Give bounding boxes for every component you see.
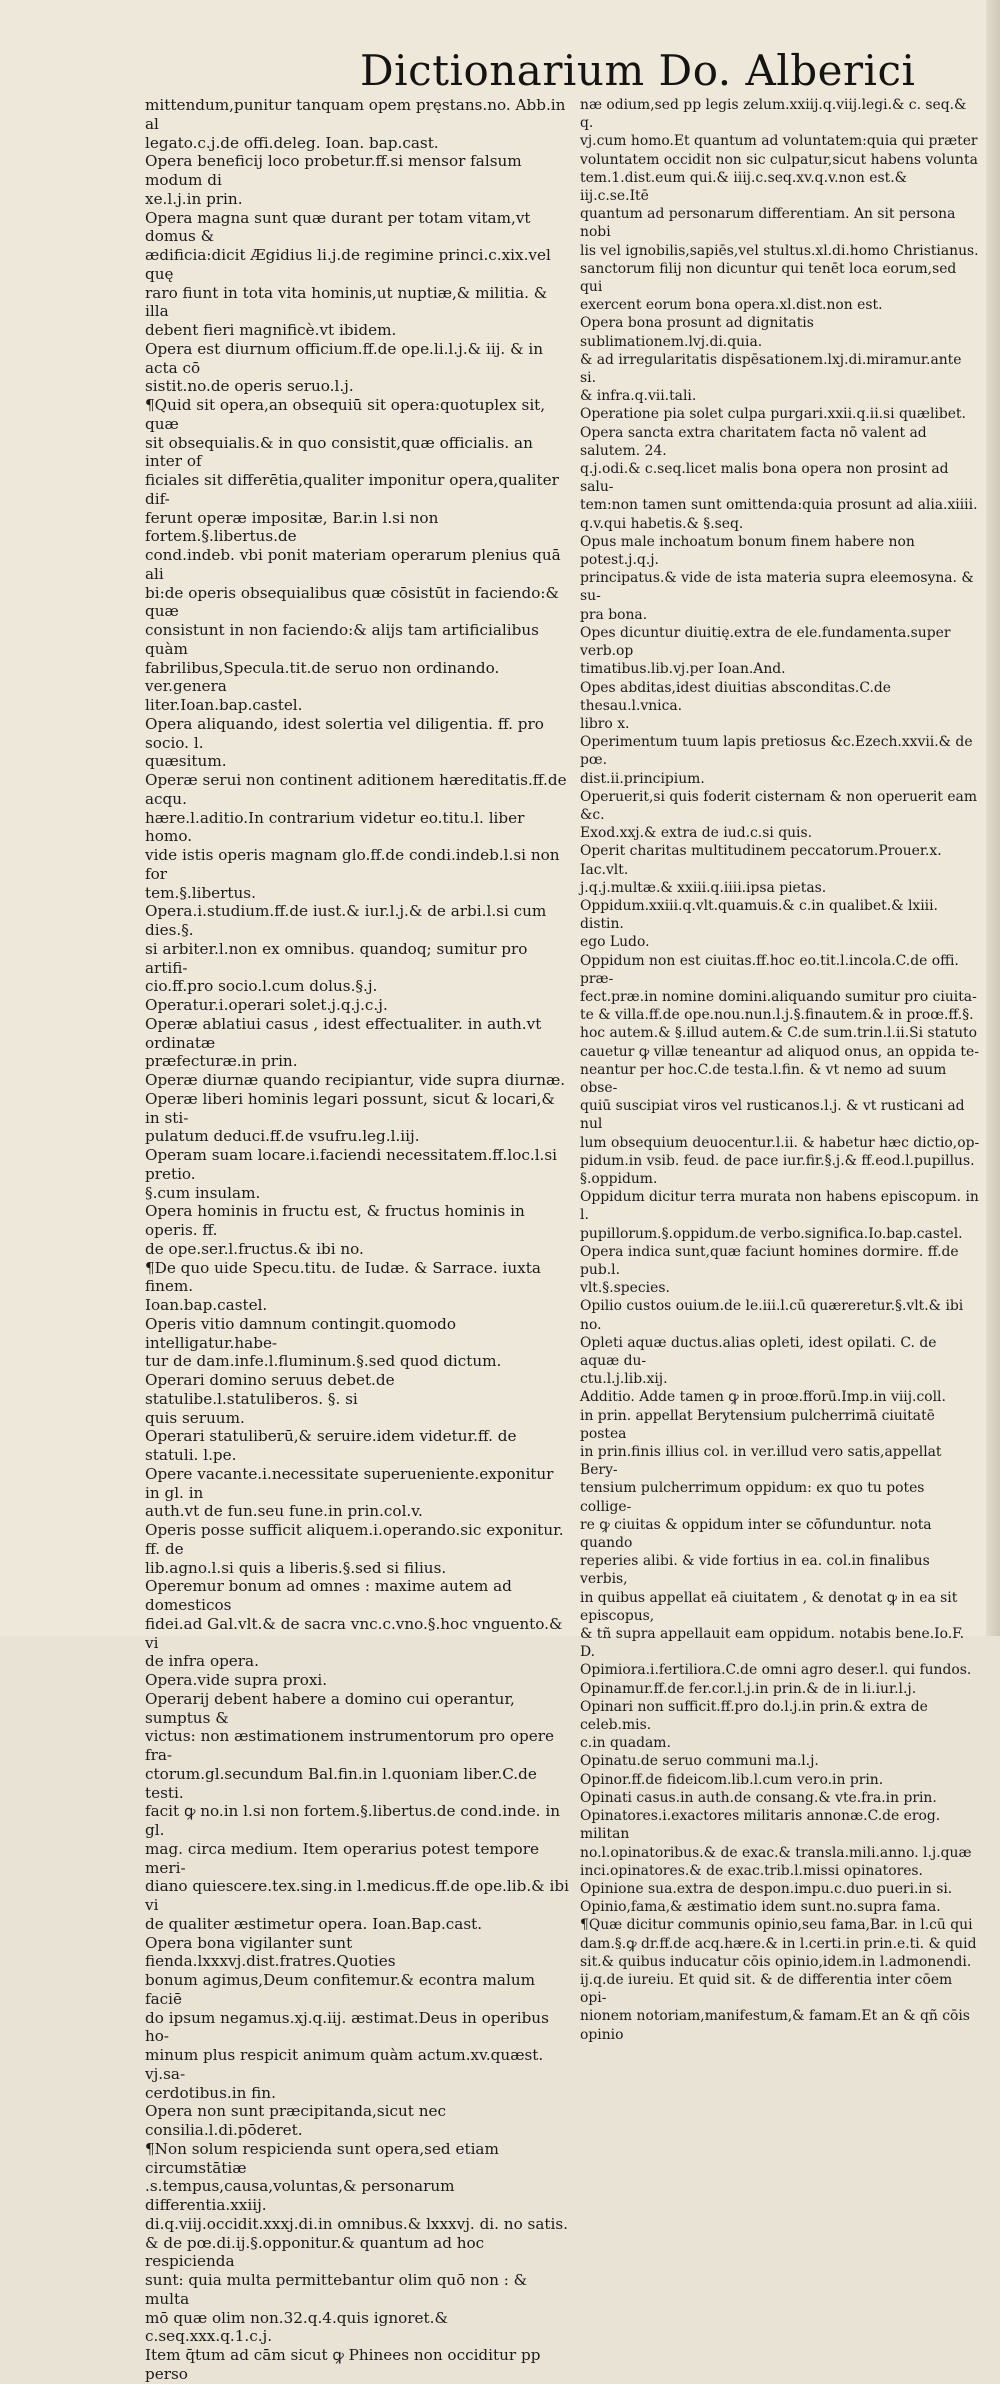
text-line: vide istis operis magnam glo.ff.de condi.indeb.l.si non for bbox=[145, 846, 560, 883]
text-line: cerdotibus.in fin. bbox=[145, 2083, 276, 2102]
text-line: Opimiora.i.fertiliora.C.de omni agro deser.l. qui fundos. bbox=[580, 1662, 972, 1679]
text-line: opinio bbox=[580, 2026, 624, 2043]
text-line: ¶Quæ dicitur communis opinio,seu fama,Bar. in l.cū qui bbox=[580, 1917, 973, 1934]
text-line: di.q.viij.occidit.xxxj.di.in omnibus.& lxxxvj. di. no satis. bbox=[145, 2214, 568, 2233]
text-line: mag. circa medium. Item operarius potest tempore meri- bbox=[145, 1839, 539, 1877]
text-line: §.cum insulam. bbox=[145, 1183, 261, 1202]
text-line: quæsitum. bbox=[145, 752, 227, 771]
text-line: præfecturæ.in prin. bbox=[145, 1052, 298, 1071]
text-line: Opera sancta extra charitatem facta nō valent ad salutem. 24. bbox=[580, 424, 927, 459]
text-line: Operis posse sufficit aliquem.i.operando.sic exponitur. ff. de bbox=[145, 1521, 564, 1558]
text-line: in prin. appellat Berytensium pulcherrimā ciuitatē postea bbox=[580, 1407, 935, 1442]
text-line: ¶Quid sit opera,an obsequiū sit opera:quotuplex sit, quæ bbox=[145, 396, 546, 433]
text-line: de ope.ser.l.fructus.& ibi no. bbox=[145, 1239, 364, 1258]
text-line: Opera aliquando, idest solertia vel diligentia. ff. pro socio. l. bbox=[145, 714, 544, 752]
text-line: quiū suscipiat viros vel rusticanos.l.j. & vt rusticani ad nul bbox=[580, 1098, 965, 1133]
text-line: mittendum,punitur tanquam opem pręstans.no. Abb.in al bbox=[145, 96, 566, 133]
text-line: & infra.q.vii.tali. bbox=[580, 388, 697, 405]
text-line: ædificia:dicit Ægidius li.j.de regimine princi.c.xix.vel quę bbox=[145, 246, 551, 283]
text-line: & ad irregularitatis dispēsationem.lxj.di.miramur.ante si. bbox=[580, 351, 962, 387]
text-line: te & villa.ff.de ope.nou.nun.l.j.§.finautem.& in proœ.ff.§. bbox=[580, 1007, 974, 1024]
text-line: principatus.& vide de ista materia supra eleemosyna. & su- bbox=[580, 570, 974, 605]
text-line: ¶Non solum respicienda sunt opera,sed etiam circumstātiæ bbox=[145, 2139, 499, 2177]
text-line: reperies alibi. & vide fortius in ea. col.in finalibus verbis, bbox=[580, 1553, 930, 1588]
text-line: in quibus appellat eā ciuitatem , & denotat ꝙ in ea sit episcopus, bbox=[580, 1589, 958, 1624]
text-line: c.in quadam. bbox=[580, 1735, 671, 1752]
text-line: ctu.l.j.lib.xij. bbox=[580, 1371, 668, 1388]
text-line: hære.l.aditio.In contrarium videtur eo.titu.l. liber homo. bbox=[145, 808, 525, 846]
text-line: Additio. Adde tamen ꝙ in proœ.fforū.Imp.in viij.coll. bbox=[580, 1389, 946, 1406]
text-line: ficiales sit differētia,qualiter imponitur opera,qualiter dif- bbox=[145, 471, 559, 508]
text-line: tem.§.libertus. bbox=[145, 883, 256, 902]
text-line: re ꝙ ciuitas & oppidum inter se cōfunduntur. nota quando bbox=[580, 1516, 932, 1552]
text-line: cond.indeb. vbi ponit materiam operarum plenius quā ali bbox=[145, 546, 561, 583]
text-line: Operæ serui non continent aditionem hæreditatis.ff.de acqu. bbox=[145, 771, 567, 808]
text-line: liter.Ioan.bap.castel. bbox=[145, 696, 303, 714]
text-line: Operemur bonum ad omnes : maxime autem ad domesticos bbox=[145, 1577, 512, 1614]
text-line: Opleti aquæ ductus.alias opleti, idest opilati. C. de aquæ du- bbox=[580, 1334, 937, 1370]
text-line: nionem notoriam,manifestum,& famam.Et an & qñ cōis bbox=[580, 2008, 970, 2025]
text-line: ferunt operæ impositæ, Bar.in l.si non fortem.§.libertus.de bbox=[145, 508, 439, 546]
text-line: Opera est diurnum officium.ff.de ope.li.l.j.& iij. & in acta cō bbox=[145, 339, 544, 377]
text-line: pra bona. bbox=[580, 606, 648, 623]
text-line: Opinio,fama,& æstimatio idem sunt.no.supra fama. bbox=[580, 1899, 941, 1916]
text-line: ego Ludo. bbox=[580, 934, 650, 951]
text-line: timatibus.lib.vj.per Ioan.And. bbox=[580, 661, 786, 678]
text-line: de qualiter æstimetur opera. Ioan.Bap.cast. bbox=[145, 1914, 483, 1933]
text-line: sunt: quia multa permittebantur olim quō non : & multa bbox=[145, 2271, 528, 2308]
text-line: Operari domino seruus debet.de statulibe.l.statuliberos. §. si bbox=[145, 1371, 395, 1408]
text-line: Opera non sunt præcipitanda,sicut nec consilia.l.di.pōderet. bbox=[145, 2102, 447, 2139]
text-line: dist.ii.principium. bbox=[580, 770, 705, 787]
text-line: Operit charitas multitudinem peccatorum.Prouer.x. Iac.vlt. bbox=[580, 843, 942, 878]
text-line: Opinamur.ff.de fer.cor.l.j.in prin.& de in li.iur.l.j. bbox=[580, 1680, 917, 1697]
text-line: cio.ff.pro socio.l.cum dolus.§.j. bbox=[145, 977, 378, 996]
text-line: bonum agimus,Deum confitemur.& econtra malum faciē bbox=[145, 1971, 536, 2008]
text-line: pidum.in vsib. feud. de pace iur.fir.§.j.& ff.eod.l.pupillus. bbox=[580, 1152, 975, 1169]
text-line: quantum ad personarum differentiam. An sit persona nobi bbox=[580, 206, 956, 241]
text-line: debent fieri magnificè.vt ibidem. bbox=[145, 321, 397, 339]
text-line: Opera.vide supra proxi. bbox=[145, 1671, 328, 1689]
text-line: sistit.no.de operis seruo.l.j. bbox=[145, 377, 354, 396]
text-line: Item q̄tum ad cām sicut ꝙ Phinees non occiditur pp perso bbox=[145, 2346, 541, 2383]
text-line: Exod.xxj.& extra de iud.c.si quis. bbox=[580, 825, 813, 842]
text-line: Operæ liberi hominis legari possunt, sicut & locari,& in sti- bbox=[145, 1089, 555, 1127]
text-line: vlt.§.species. bbox=[580, 1280, 670, 1297]
text-line: consistunt in non faciendo:& alijs tam artificialibus quàm bbox=[145, 621, 539, 658]
text-line: Operæ ablatiui casus , idest effectualiter. in auth.vt ordinatæ bbox=[145, 1014, 542, 1052]
text-line: neantur per hoc.C.de testa.l.fin. & vt nemo ad suum obse- bbox=[580, 1061, 947, 1096]
text-line: Opera bona prosunt ad dignitatis sublimationem.lvj.di.quia. bbox=[580, 315, 814, 350]
text-line: Opes dicuntur diuitię.extra de ele.fundamenta.super verb.op bbox=[580, 624, 951, 660]
text-line: Opera bona vigilanter sunt fienda.lxxxvj.dist.fratres.Quoties bbox=[145, 1933, 396, 1971]
text-line: ctorum.gl.secundum Bal.fin.in l.quoniam liber.C.de testi. bbox=[145, 1764, 537, 1802]
text-line: ij.q.de iureiu. Et quid sit. & de differentia inter cōem opi- bbox=[580, 1971, 953, 2007]
text-line: q.v.qui habetis.& §.seq. bbox=[580, 515, 744, 532]
text-line: inci.opinatores.& de exac.trib.l.missi opinatores. bbox=[580, 1862, 923, 1879]
text-line: auth.vt de fun.seu fune.in prin.col.v. bbox=[145, 1502, 423, 1521]
text-line: Opes abditas,idest diuitias absconditas.C.de thesau.l.vnica. bbox=[580, 679, 892, 714]
text-line: tensium pulcherrimum oppidum: ex quo tu potes collige- bbox=[580, 1480, 925, 1515]
text-line: j.q.j.multæ.& xxiii.q.iiii.ipsa pietas. bbox=[580, 879, 827, 896]
text-line: mō quæ olim non.32.q.4.quis ignoret.& c.seq.xxx.q.1.c.j. bbox=[145, 2308, 448, 2346]
text-line: pulatum deduci.ff.de vsufru.leg.l.iij. bbox=[145, 1127, 420, 1146]
text-line: Operatur.i.operari solet.j.q.j.c.j. bbox=[145, 996, 388, 1014]
page-edge bbox=[986, 0, 1000, 1636]
text-line: hoc autem.& §.illud autem.& C.de sum.trin.l.ii.Si statuto bbox=[580, 1025, 978, 1042]
text-line: Oppidum non est ciuitas.ff.hoc eo.tit.l.incola.C.de offi. præ- bbox=[580, 952, 959, 987]
text-line: & de pœ.di.ij.§.opponitur.& quantum ad hoc respicienda bbox=[145, 2233, 485, 2271]
text-line: Operarij debent habere a domino cui operantur, sumptus & bbox=[145, 1689, 515, 1727]
text-line: dam.§.ꝙ dr.ff.de acq.hære.& in l.certi.in prin.e.ti. & quid bbox=[580, 1935, 977, 1952]
text-line: Opinari non sufficit.ff.pro do.l.j.in prin.& extra de celeb.mis. bbox=[580, 1698, 928, 1734]
text-line: Opera hominis in fructu est, & fructus hominis in operis. ff. bbox=[145, 1202, 525, 1239]
text-line: Opinor.ff.de fideicom.lib.l.cum vero.in prin. bbox=[580, 1771, 884, 1788]
text-line: næ odium,sed pp legis zelum.xxiij.q.viij.legi.& c. seq.& q. bbox=[580, 97, 967, 132]
text-line: libro x. bbox=[580, 715, 630, 732]
text-line: lib.agno.l.si quis a liberis.§.sed si filius. bbox=[145, 1558, 447, 1577]
text-line: vj.cum homo.Et quantum ad voluntatem:quia qui præter bbox=[580, 133, 978, 150]
text-line: Operimentum tuum lapis pretiosus &c.Ezech.xxvii.& de pœ. bbox=[580, 734, 973, 769]
text-line: Opus male inchoatum bonum finem habere non potest.j.q.j. bbox=[580, 533, 915, 569]
text-line: Operis vitio damnum contingit.quomodo intelligatur.habe- bbox=[145, 1314, 456, 1352]
text-line: quis seruum. bbox=[145, 1408, 245, 1427]
text-line: voluntatem occidit non sic culpatur,sicut habens volunta bbox=[580, 151, 978, 168]
text-line: no.l.opinatoribus.& de exac.& transla.mili.anno. l.j.quæ bbox=[580, 1844, 972, 1861]
text-line: & tñ supra appellauit eam oppidum. notabis bene.Io.F. D. bbox=[580, 1626, 965, 1661]
text-line: bi:de operis obsequialibus quæ cōsistūt in faciendo:& quæ bbox=[145, 583, 560, 621]
text-line: minum plus respicit animum quàm actum.xv.quæst. vj.sa- bbox=[145, 2046, 544, 2083]
text-line: lum obsequium deuocentur.l.ii. & habetur hæc dictio,op- bbox=[580, 1134, 980, 1151]
text-line: q.j.odi.& c.seq.licet malis bona opera non prosint ad salu- bbox=[580, 461, 949, 496]
text-line: Opinati casus.in auth.de consang.& vte.fra.in prin. bbox=[580, 1789, 937, 1806]
text-line: in prin.finis illius col. in ver.illud vero satis,appellat Bery- bbox=[580, 1444, 942, 1479]
text-line: fabrilibus,Specula.tit.de seruo non ordinando. ver.genera bbox=[145, 658, 500, 696]
text-line: Ioan.bap.castel. bbox=[145, 1296, 268, 1314]
text-line: xe.l.j.in prin. bbox=[145, 189, 243, 208]
text-line: de infra opera. bbox=[145, 1652, 259, 1671]
text-line: lis vel ignobilis,sapiēs,vel stultus.xl.di.homo Christianus. bbox=[580, 242, 979, 259]
text-line: Opere vacante.i.necessitate superueniente.exponitur in gl. in bbox=[145, 1464, 554, 1502]
text-line: ¶De quo uide Specu.titu. de Iudæ. & Sarrace. iuxta finem. bbox=[145, 1258, 541, 1296]
text-line: Opera beneficij loco probetur.ff.si mensor falsum modum di bbox=[145, 152, 522, 189]
text-line: sit.& quibus inducatur cōis opinio,idem.in l.admonendi. bbox=[580, 1953, 972, 1970]
text-line: Opinione sua.extra de despon.impu.c.duo pueri.in si. bbox=[580, 1880, 953, 1897]
text-line: si arbiter.l.non ex omnibus. quandoq; sumitur pro artifi- bbox=[145, 939, 528, 977]
text-line: exercent eorum bona opera.xl.dist.non est. bbox=[580, 297, 883, 314]
text-line: cauetur ꝙ villæ teneantur ad aliquod onus, an oppida te- bbox=[580, 1043, 979, 1060]
text-line: sit obsequialis.& in quo consistit,quæ officialis. an inter of bbox=[145, 433, 533, 471]
text-line: tur de dam.infe.l.fluminum.§.sed quod dictum. bbox=[145, 1352, 502, 1371]
text-line: pupillorum.§.oppidum.de verbo.significa.Io.bap.castel. bbox=[580, 1225, 963, 1242]
right-column bbox=[580, 96, 980, 2043]
text-line: Opera magna sunt quæ durant per totam vitam,vt domus & bbox=[145, 208, 531, 246]
text-line: Operuerit,si quis foderit cisternam & non operuerit eam &c. bbox=[580, 788, 977, 823]
text-line: Opera indica sunt,quæ faciunt homines dormire. ff.de pub.l. bbox=[580, 1243, 959, 1278]
text-line: §.oppidum. bbox=[580, 1170, 658, 1187]
text-line: fidei.ad Gal.vlt.& de sacra vnc.c.vno.§.hoc vnguento.& vi bbox=[145, 1614, 563, 1652]
text-line: raro fiunt in tota vita hominis,ut nuptiæ,& militia. & illa bbox=[145, 283, 548, 321]
text-line: Operam suam locare.i.faciendi necessitatem.ff.loc.l.si pretio. bbox=[145, 1146, 558, 1183]
left-column bbox=[145, 96, 570, 2383]
text-line: Opinatu.de seruo communi ma.l.j. bbox=[580, 1753, 819, 1770]
text-line: tem:non tamen sunt omittenda:quia prosunt ad alia.xiiii. bbox=[580, 497, 978, 514]
text-line: do ipsum negamus.xj.q.iij. æstimat.Deus in operibus ho- bbox=[145, 2008, 549, 2046]
text-line: tem.1.dist.eum qui.& iiij.c.seq.xv.q.v.non est.& iij.c.se.Itē bbox=[580, 169, 907, 205]
text-line: Opinatores.i.exactores militaris annonæ.C.de erog. militan bbox=[580, 1808, 941, 1843]
text-line: Operatione pia solet culpa purgari.xxii.q.ii.si quælibet. bbox=[580, 406, 966, 423]
text-line: Operæ diurnæ quando recipiantur, vide supra diurnæ. bbox=[145, 1071, 566, 1089]
text-line: victus: non æstimationem instrumentorum pro opere fra- bbox=[145, 1727, 555, 1764]
text-line: diano quiescere.tex.sing.in l.medicus.ff.de ope.lib.& ibi vi bbox=[145, 1877, 569, 1914]
text-line: Opera.i.studium.ff.de iust.& iur.l.j.& de arbi.l.si cum dies.§. bbox=[145, 902, 547, 939]
text-line: Opilio custos ouium.de le.iii.l.cū quæreretur.§.vlt.& ibi no. bbox=[580, 1298, 964, 1333]
running-header: Dictionarium Do. Alberici bbox=[360, 46, 916, 95]
text-line: legato.c.j.de offi.deleg. Ioan. bap.cast. bbox=[145, 133, 439, 152]
text-line: fect.præ.in nomine domini.aliquando sumitur pro ciuita- bbox=[580, 988, 977, 1005]
text-line: Oppidum dicitur terra murata non habens episcopum. in l. bbox=[580, 1189, 979, 1224]
text-line: Operari statuliberū,& seruire.idem videtur.ff. de statuli. l.pe. bbox=[145, 1427, 517, 1464]
text-line: facit ꝙ no.in l.si non fortem.§.libertus.de cond.inde. in gl. bbox=[145, 1802, 560, 1839]
text-line: sanctorum filij non dicuntur qui tenēt loca eorum,sed qui bbox=[580, 260, 957, 296]
text-line: .s.tempus,causa,voluntas,& personarum differentia.xxiij. bbox=[145, 2177, 455, 2214]
text-line: Oppidum.xxiii.q.vlt.quamuis.& c.in qualibet.& lxiii. distin. bbox=[580, 897, 938, 933]
